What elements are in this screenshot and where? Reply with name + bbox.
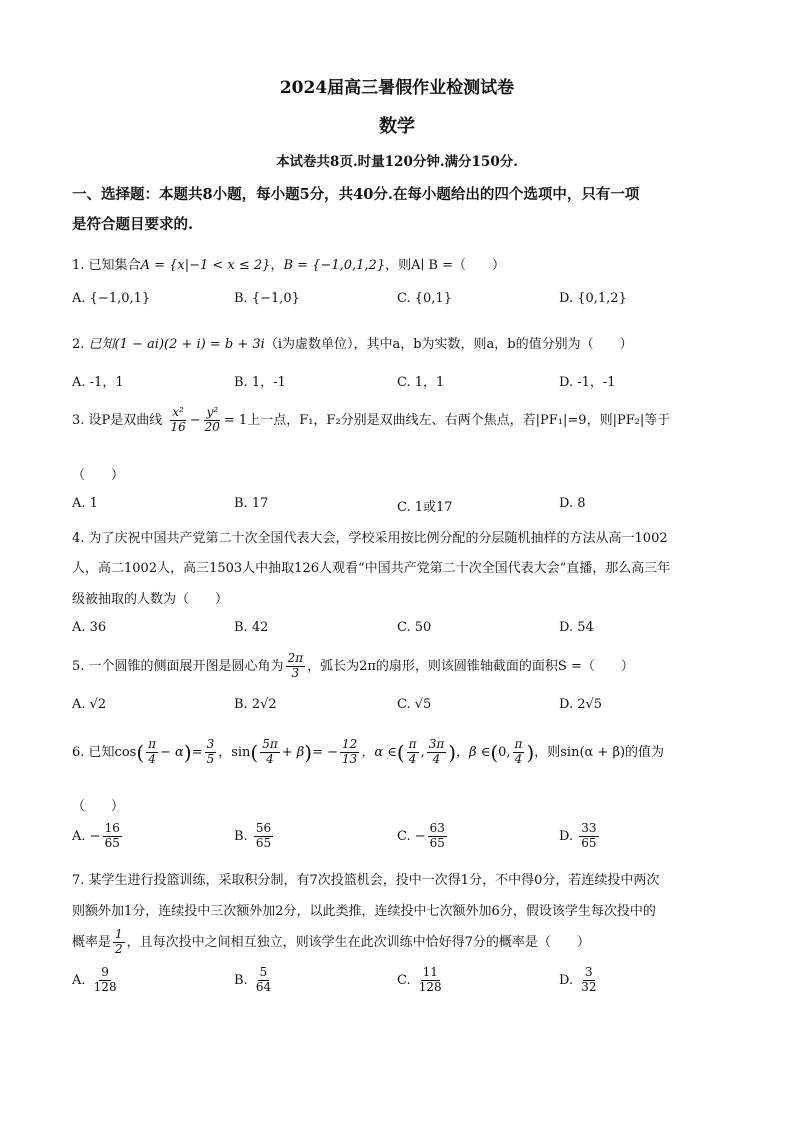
fraction: $\frac{63}{65}$ — [429, 821, 445, 850]
option-c: C. √5 — [397, 697, 432, 712]
question-text: 设P是双曲线 — [88, 412, 163, 428]
exam-subject: 数学 — [379, 116, 415, 137]
question-5 — [72, 652, 634, 681]
option-b: B. 17 — [234, 496, 269, 511]
fraction: $\frac{\pi}{4}$ — [514, 737, 523, 766]
question-text: 一个圆锥的侧面展开图是圆心角为 — [88, 658, 284, 674]
fraction: $\frac{\pi}{4}$ — [408, 737, 417, 766]
set-b: B = {−1,0,1,2} — [283, 258, 386, 273]
question-text: 已知集合 — [88, 258, 141, 273]
fraction: $\frac{16}{65}$ — [104, 821, 120, 850]
option-a: A. √2 — [72, 697, 107, 712]
question-1 — [72, 254, 505, 273]
separator: ， — [270, 258, 284, 273]
fraction: $\frac{5}{64}$ — [255, 965, 272, 994]
question-text: ，则A∣ B =（ ） — [385, 258, 505, 273]
option-d: D. 2√5 — [559, 697, 603, 712]
equation: 已知(1 − ai)(2 + i) = b + 3i — [88, 337, 265, 352]
fraction: $\frac{\text{y²}}{20}$ — [204, 405, 220, 434]
option-d: D. $\frac{33}{65}$ — [559, 821, 597, 850]
question-7-line1: 7. 某学生进行投篮训练，采取积分制，有7次投篮机会，投中一次得1分，不中得0分，若连续投中两次 — [72, 873, 660, 888]
option-c: C. 1或17 — [397, 500, 453, 515]
question-number: 2. — [72, 337, 85, 352]
option-c: C. $\frac{11}{128}$ — [397, 965, 442, 994]
fraction: $\frac{56}{65}$ — [255, 821, 272, 850]
question-text: ，α ∈ — [361, 744, 397, 760]
question-number: 3. — [72, 412, 85, 428]
option-d: D. 8 — [559, 496, 586, 511]
comma: , — [420, 744, 425, 760]
question-text: ，且每次投中之间相互独立，则该学生在此次训练中恰好得7分的概率是（ ） — [126, 934, 590, 950]
option-b: B. $\frac{56}{65}$ — [234, 821, 272, 850]
question-text: = 1上一点，F₁，F₂分别是双曲线左、右两个焦点，若|PF₁|=9，则|PF₂|等于 — [223, 412, 671, 428]
fraction: $\frac{3}{32}$ — [581, 965, 597, 994]
equals: = − — [312, 744, 339, 760]
option-a: A. $\frac{9}{128}$ — [72, 965, 117, 994]
fraction: $\frac{\text{x²}}{16}$ — [170, 405, 186, 434]
question-text: ，弧长为2π的扇形，则该圆锥轴截面的面积S =（ ） — [307, 658, 634, 674]
option-b: B. 2√2 — [234, 697, 277, 712]
fraction: $\frac{5\pi}{4}$ — [262, 737, 278, 766]
fraction: $\frac{3\pi}{4}$ — [428, 737, 445, 766]
exam-title: 2024届高三暑假作业检测试卷 — [279, 78, 515, 98]
question-2 — [72, 333, 633, 352]
section-heading-line1: 一、选择题：本题共8小题，每小题5分，共40分.在每小题给出的四个选项中，只有一项 — [72, 186, 640, 203]
question-number: 1. — [72, 258, 85, 273]
fraction: $\frac{12}{13}$ — [342, 737, 358, 766]
option-d: D. 54 — [559, 620, 594, 635]
term: 0, — [498, 744, 511, 760]
option-a: A. − $\frac{16}{65}$ — [72, 821, 120, 850]
answer-paren: （ ） — [72, 799, 125, 814]
question-7-line2: 则额外加1分，连续投中三次额外加2分，以此类推，连续投中七次额外加6分，假设该学生每次投中的 — [72, 904, 656, 919]
exam-info: 本试卷共8页.时量120分钟.满分150分. — [276, 154, 518, 170]
fraction: $\frac{2\pi}{3}$ — [287, 651, 304, 680]
question-4-line2: 人，高二1002人，高三1503人中抽取126人观看“中国共产党第二十次全国代表大会”直播，那么高三年 — [72, 561, 671, 576]
question-text: ，β ∈ — [456, 744, 491, 760]
question-4-line1: 4. 为了庆祝中国共产党第二十次全国代表大会，学校采用按比例分配的分层随机抽样的方法从高一1002 — [72, 531, 668, 546]
question-4-line3: 级被抽取的人数为（ ） — [72, 592, 229, 607]
fraction: $\frac{1}{2}$ — [115, 927, 123, 956]
option-a: A. 36 — [72, 620, 107, 635]
question-text: ，则sin(α + β)的值为 — [534, 744, 665, 760]
section-heading-line2: 是符合题目要求的. — [72, 216, 194, 233]
question-6: 6. 已知cos( $\frac{\pi}{4}$ − α)= $\frac{3}{5}$ ，sin( $\frac{5\pi}{4}$ + β)= − $\frac{12}{13}$ ，α ∈( $\frac{\pi}{4}$ , $\frac{3\pi}{4}$ )，β ∈(0, $\frac{\pi}{4}$ )，则sin(α + β)的值为 — [72, 737, 665, 766]
question-text: 概率是 — [72, 934, 112, 950]
option-b: B. $\frac{5}{64}$ — [234, 965, 272, 994]
option-b: B. 42 — [234, 620, 269, 635]
fraction: $\frac{3}{5}$ — [206, 737, 215, 766]
set-a: A = {x|−1 < x ≤ 2} — [140, 258, 271, 273]
fraction: $\frac{9}{128}$ — [93, 965, 117, 994]
question-text: ，sin — [218, 744, 251, 760]
minus-sign: − — [189, 412, 201, 428]
option-c: C. {0,1} — [397, 291, 452, 306]
fraction: $\frac{\pi}{4}$ — [148, 737, 157, 766]
question-3 — [72, 406, 670, 435]
question-7-line3 — [72, 928, 590, 957]
question-text: （i为虚数单位），其中a，b为实数，则a，b的值分别为（ ） — [264, 337, 633, 352]
option-d: D. $\frac{3}{32}$ — [559, 965, 597, 994]
fraction: $\frac{11}{128}$ — [418, 965, 442, 994]
option-c: C. − $\frac{63}{65}$ — [397, 821, 445, 850]
option-b: B. {−1,0} — [234, 291, 300, 306]
term: − α — [160, 744, 184, 760]
option-b: B. 1，-1 — [234, 375, 286, 390]
option-c: C. 50 — [397, 620, 432, 635]
question-text: 已知cos — [88, 744, 137, 760]
fraction: $\frac{33}{65}$ — [581, 821, 597, 850]
question-number: 6. — [72, 744, 85, 760]
option-c: C. 1，1 — [397, 375, 445, 390]
option-d: D. {0,1,2} — [559, 291, 627, 306]
option-a: A. {−1,0,1} — [72, 291, 151, 306]
answer-paren: （ ） — [72, 468, 125, 483]
term: + β — [281, 744, 305, 760]
option-a: A. -1，1 — [72, 375, 124, 390]
option-a: A. 1 — [72, 496, 98, 511]
option-d: D. -1，-1 — [559, 375, 616, 390]
equals: = — [191, 744, 203, 760]
question-number: 5. — [72, 658, 85, 674]
